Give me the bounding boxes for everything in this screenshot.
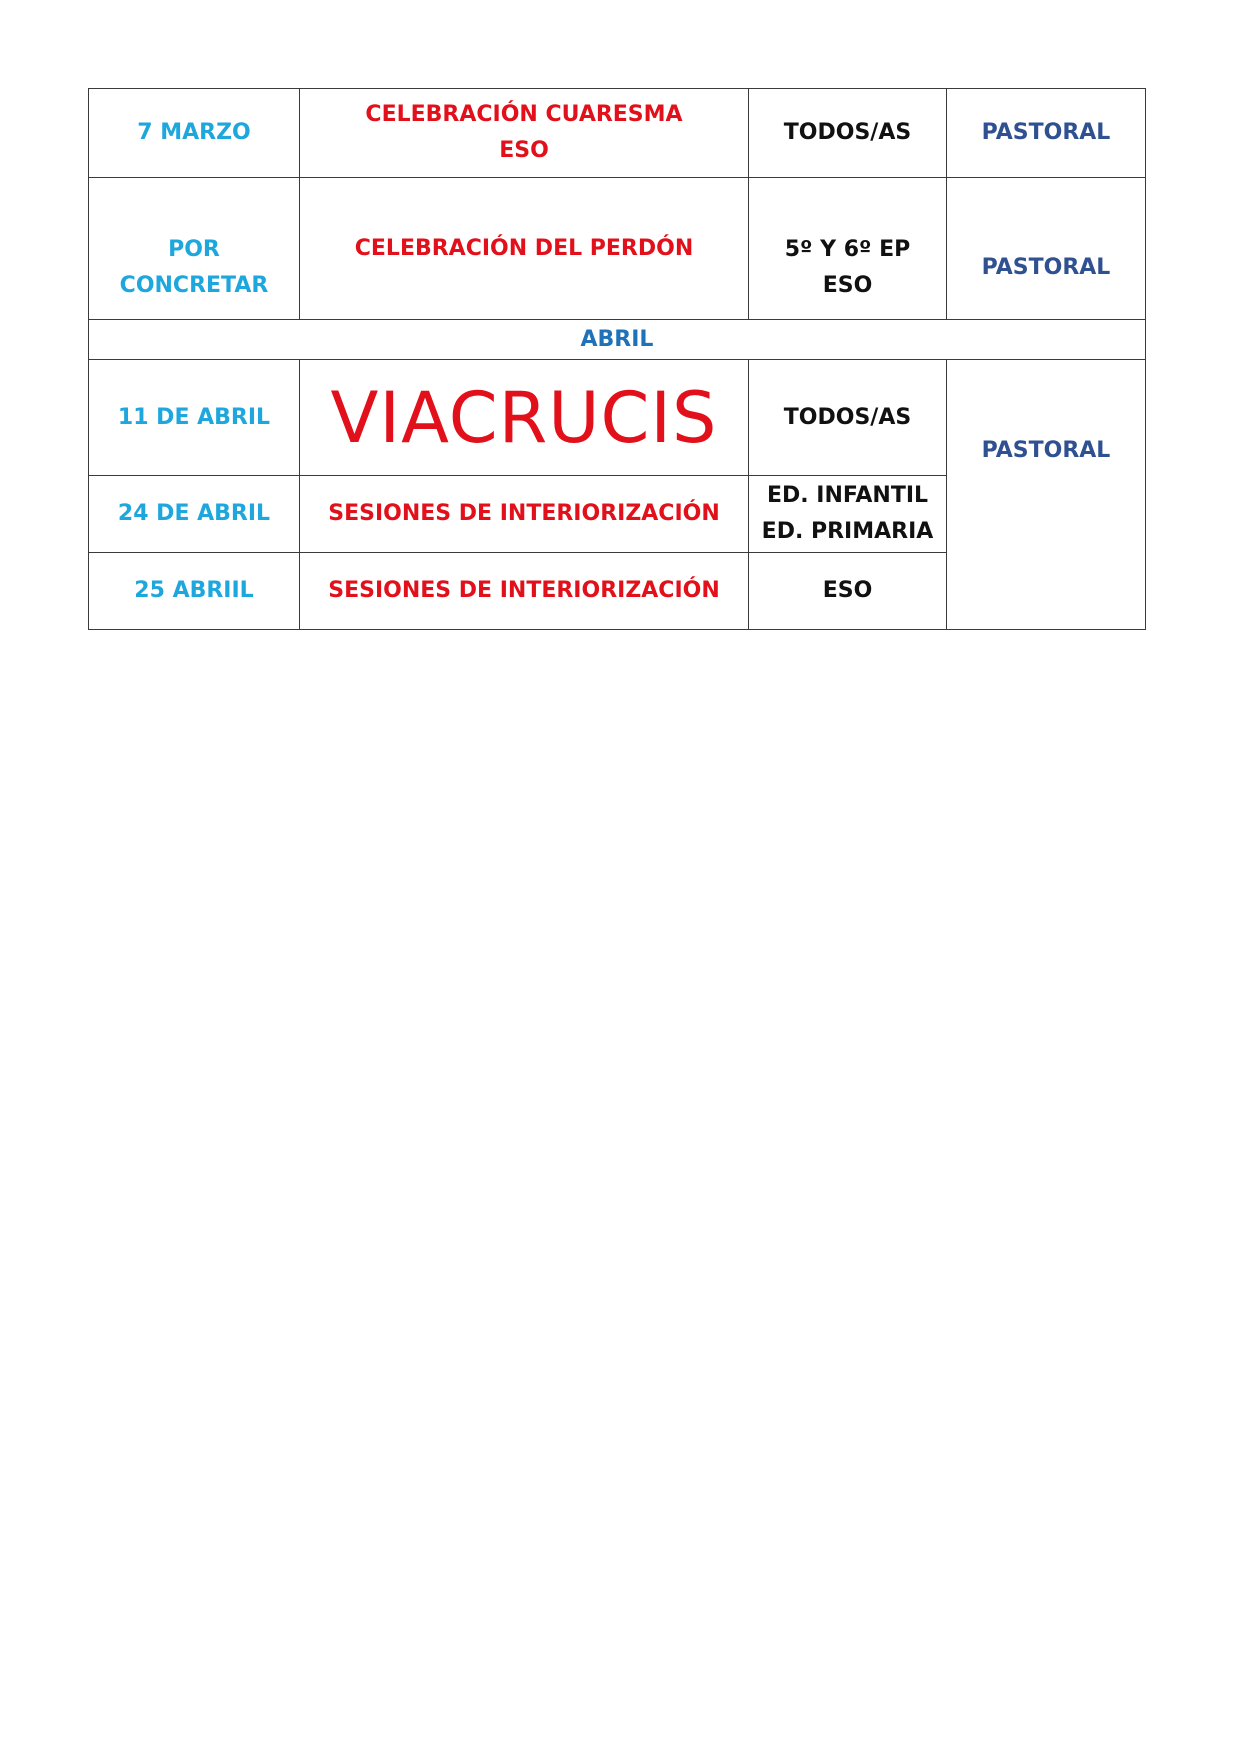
date-text: 24 DE ABRIL: [117, 501, 271, 526]
event-cell: [300, 178, 749, 320]
event-text: SESIONES DE INTERIORIZACIÓN: [328, 578, 720, 603]
date-text: 11 DE ABRIL: [117, 404, 271, 430]
date-cell: [89, 89, 300, 178]
date-cell: [89, 360, 300, 476]
audience-cell: [749, 476, 947, 553]
table-row: [89, 178, 1146, 320]
department-text: PASTORAL: [981, 437, 1111, 463]
event-cell: [300, 360, 749, 476]
audience-text: TODOS/AS: [783, 404, 912, 430]
event-cell: [300, 476, 749, 553]
date-text-line: POR: [168, 236, 220, 262]
event-text-line: CELEBRACIÓN CUARESMA: [365, 102, 683, 127]
month-header-row: [89, 320, 1146, 360]
table-row: [89, 89, 1146, 178]
audience-text: ESO: [822, 578, 873, 603]
date-cell: [89, 476, 300, 553]
date-text-line: CONCRETAR: [119, 272, 269, 298]
audience-cell: [749, 89, 947, 178]
event-cell: [300, 89, 749, 178]
audience-text-line: ED. PRIMARIA: [761, 519, 934, 544]
table-row: [89, 360, 1146, 476]
event-text: CELEBRACIÓN DEL PERDÓN: [354, 235, 694, 261]
month-header: [89, 320, 1146, 360]
audience-text: TODOS/AS: [783, 120, 912, 145]
department-text: PASTORAL: [981, 254, 1111, 280]
audience-cell: [749, 553, 947, 630]
date-cell: [89, 553, 300, 630]
audience-cell: [749, 360, 947, 476]
event-title-large: VIACRUCIS: [330, 376, 718, 459]
date-cell: [89, 178, 300, 320]
audience-text-line: ED. INFANTIL: [766, 483, 929, 508]
event-text-line: ESO: [499, 138, 549, 163]
audience-text-line: 5º Y 6º EP: [784, 236, 911, 262]
department-cell-merged: [947, 360, 1146, 630]
audience-text-line: ESO: [822, 272, 873, 298]
date-text: 25 ABRIIL: [134, 578, 254, 603]
department-cell: [947, 89, 1146, 178]
audience-cell: [749, 178, 947, 320]
event-text: SESIONES DE INTERIORIZACIÓN: [328, 501, 720, 526]
event-cell: [300, 553, 749, 630]
department-text: PASTORAL: [981, 120, 1111, 145]
schedule-table: [88, 88, 1146, 630]
month-header-text: ABRIL: [580, 326, 654, 352]
department-cell: [947, 178, 1146, 320]
date-text: 7 MARZO: [137, 120, 251, 145]
